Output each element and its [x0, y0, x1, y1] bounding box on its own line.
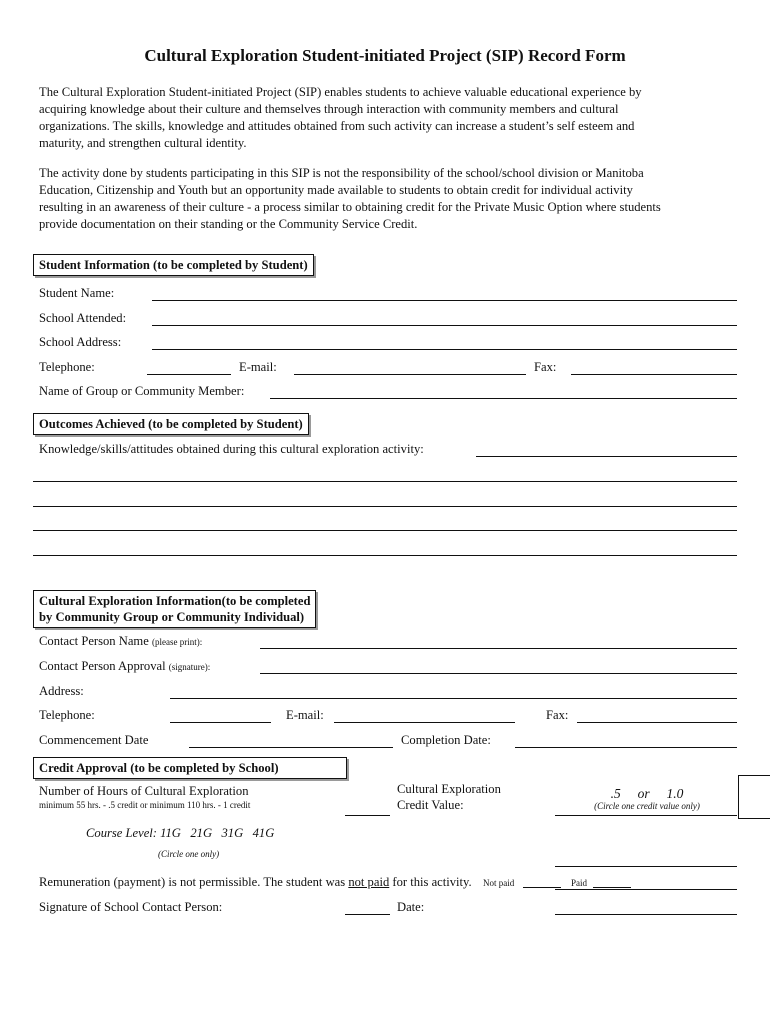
hours-field[interactable] [345, 815, 390, 816]
date-label: Date: [397, 900, 425, 914]
cultural-email-label: E-mail: [286, 708, 324, 722]
not-paid-field[interactable] [523, 887, 561, 888]
cultural-info-header [33, 590, 316, 628]
paid-line [555, 889, 737, 890]
course-level[interactable]: Course Level: 11G 21G 31G 41G [86, 826, 275, 840]
not-paid-label: Not paid [483, 878, 515, 888]
text-line: Education, Citizenship and Youth but an opportunity made available to students to obtain credit for individual activity [39, 183, 633, 197]
credit-value-label-2: Credit Value: [397, 798, 464, 812]
credit-box [738, 775, 770, 819]
cultural-telephone-field[interactable] [170, 722, 271, 723]
course-line [555, 866, 737, 867]
header-line: Cultural Exploration Information(to be completed [39, 594, 311, 608]
contact-name-label [39, 634, 202, 649]
cultural-fax-field[interactable] [577, 722, 737, 723]
credit-value-options[interactable]: .5 or 1.0 [610, 786, 684, 801]
knowledge-line[interactable] [33, 506, 737, 507]
credit-value-label-1: Cultural Exploration [397, 782, 501, 796]
text-line: organizations. The skills, knowledge and attitudes obtained from such activity can increase a student’s self esteem and [39, 119, 635, 133]
hours-note: minimum 55 hrs. - .5 credit or minimum 110 hrs. - 1 credit [39, 800, 251, 810]
telephone-field[interactable] [147, 374, 231, 375]
page-title: Cultural Exploration Student-initiated Project (SIP) Record Form [144, 46, 626, 65]
school-address-field[interactable] [152, 349, 737, 350]
signature-label: Signature of School Contact Person: [39, 900, 223, 914]
text-line: The activity done by students participating in this SIP is not the responsibility of the school/school division or Manitoba [39, 166, 644, 180]
paid-field[interactable] [593, 887, 631, 888]
text-line: resulting in an awareness of their culture - a process similar to obtaining credit for the Private Music Option where students [39, 200, 661, 214]
remuneration-text [39, 875, 472, 890]
completion-field[interactable] [515, 747, 737, 748]
knowledge-line[interactable] [33, 481, 737, 482]
credit-value-note: (Circle one credit value only) [594, 801, 700, 811]
header-line: by Community Group or Community Individual) [39, 610, 305, 624]
credit-header: Credit Approval (to be completed by School) [33, 757, 347, 779]
cultural-fax-label: Fax: [546, 708, 569, 722]
school-attended-field[interactable] [152, 325, 737, 326]
not-paid-emphasis: not paid [348, 875, 390, 889]
remuneration-part: Remuneration (payment) is not permissible. The student was [39, 875, 349, 889]
remuneration-part: for this activity. [389, 875, 472, 889]
address-field[interactable] [170, 698, 737, 699]
fax-label: Fax: [534, 360, 557, 374]
course-level-note: (Circle one only) [158, 849, 220, 859]
intro-paragraph-2 [39, 165, 739, 233]
school-address-label: School Address: [39, 335, 122, 349]
hours-label: Number of Hours of Cultural Exploration [39, 784, 249, 798]
signature-field[interactable] [345, 914, 390, 915]
contact-approval-text: Contact Person Approval [39, 659, 166, 673]
student-name-field[interactable] [152, 300, 737, 301]
date-field[interactable] [555, 914, 737, 915]
text-line: maturity, and strengthen cultural identity. [39, 136, 247, 150]
text-line: acquiring knowledge about their culture and themselves through interaction with community members and cultural [39, 102, 619, 116]
text-line: The Cultural Exploration Student-initiated Project (SIP) enables students to achieve valuable educational experience by [39, 85, 642, 99]
contact-name-field[interactable] [260, 648, 737, 649]
cultural-email-field[interactable] [334, 722, 515, 723]
contact-approval-field[interactable] [260, 673, 737, 674]
knowledge-label: Knowledge/skills/attitudes obtained during this cultural exploration activity: [39, 442, 424, 456]
group-member-field[interactable] [270, 398, 737, 399]
email-field[interactable] [294, 374, 526, 375]
student-info-header: Student Information (to be completed by Student) [33, 254, 314, 276]
commencement-label: Commencement Date [39, 733, 149, 747]
school-attended-label: School Attended: [39, 311, 127, 325]
paid-label: Paid [571, 878, 588, 888]
intro-paragraph-1 [39, 84, 739, 152]
group-member-label: Name of Group or Community Member: [39, 384, 245, 398]
outcomes-header: Outcomes Achieved (to be completed by Student) [33, 413, 309, 435]
knowledge-line[interactable] [33, 530, 737, 531]
email-label: E-mail: [239, 360, 277, 374]
student-name-label: Student Name: [39, 286, 115, 300]
fax-field[interactable] [571, 374, 737, 375]
contact-name-note: (please print): [151, 637, 203, 647]
commencement-field[interactable] [189, 747, 393, 748]
contact-approval-note: (signature): [168, 662, 211, 672]
credit-value-line [555, 815, 737, 816]
cultural-telephone-label: Telephone: [39, 708, 95, 722]
contact-approval-label [39, 659, 210, 674]
telephone-label: Telephone: [39, 360, 95, 374]
knowledge-field[interactable] [476, 456, 737, 457]
address-label: Address: [39, 684, 84, 698]
knowledge-line[interactable] [33, 555, 737, 556]
text-line: provide documentation on their standing or the Community Service Credit. [39, 217, 418, 231]
contact-name-text: Contact Person Name [39, 634, 149, 648]
completion-label: Completion Date: [401, 733, 491, 747]
